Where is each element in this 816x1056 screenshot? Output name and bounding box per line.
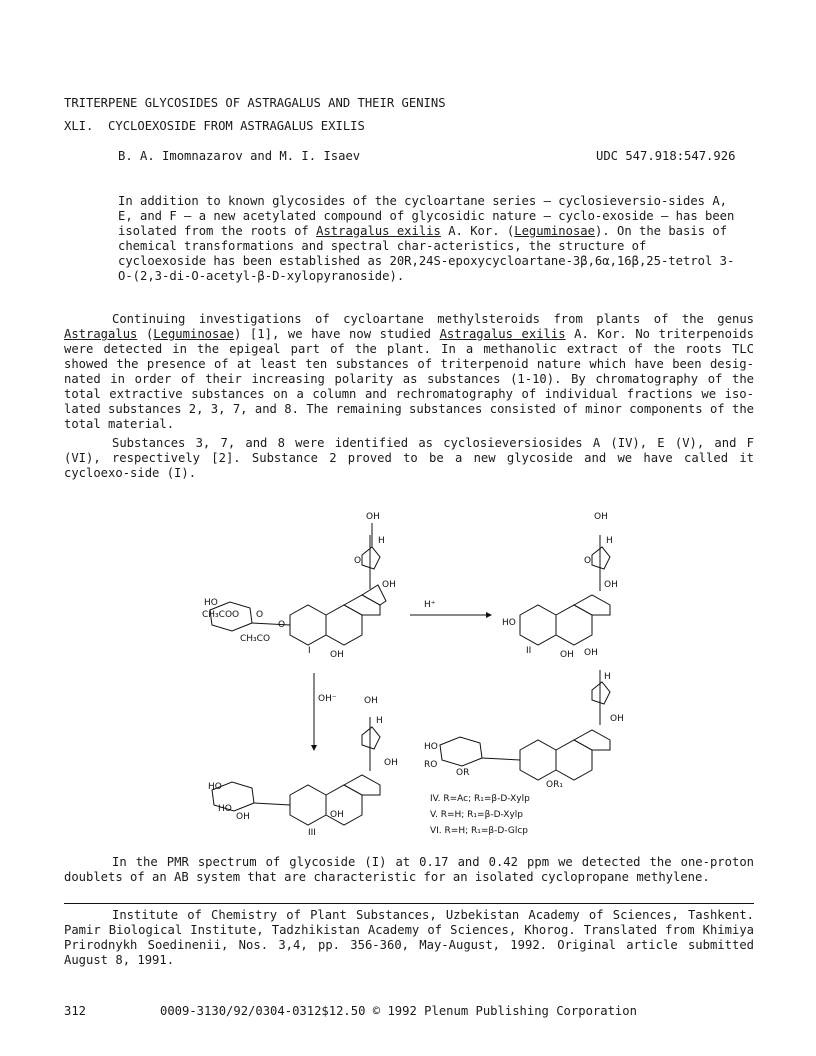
acid-label: H⁺ (424, 600, 436, 610)
label-oh: OH (236, 812, 250, 822)
label-oh: OH (382, 580, 396, 590)
abstract-part: A. Kor. ( (440, 224, 515, 238)
label-h: H (604, 672, 611, 682)
structure-II (502, 512, 618, 660)
copyright-line: 0009-3130/92/0304-0312$12.50 © 1992 Plenum Publishing Corporation (160, 1004, 637, 1018)
body-paragraph-2 (64, 436, 754, 481)
text-run: ) [1], we have now studied (234, 327, 440, 341)
label-compound-III: III (308, 828, 316, 838)
abstract-text (118, 194, 738, 284)
structure-I (202, 512, 396, 660)
text-run: ( (137, 327, 154, 341)
label-oh: OH (330, 810, 344, 820)
legend-IV: IV. R=Ac; R₁=β-D-Xylp (430, 794, 530, 804)
label-or: OR (456, 768, 470, 778)
legend-V: V. R=H; R₁=β-D-Xylp (430, 810, 524, 820)
label-h: H (606, 536, 613, 546)
paper-title-line-1: TRITERPENE GLYCOSIDES OF ASTRAGALUS AND THEIR GENINS (64, 96, 446, 110)
label-ho: HO (204, 598, 218, 608)
label-o: O (584, 556, 592, 566)
label-ch3coo: CH₃COO (202, 610, 240, 620)
reaction-scheme-figure (190, 505, 630, 845)
paragraph-text: In the PMR spectrum of glycoside (I) at 0.17 and 0.42 ppm we detected the one-proton doublets of an AB system that are characteristic for an isolated cyclopropane methylene. (64, 855, 754, 884)
body-paragraph-1 (64, 312, 754, 432)
label-ho: HO (424, 742, 438, 752)
family-name: Leguminosae (153, 327, 235, 341)
label-oh: OH (584, 648, 598, 658)
base-label: OH⁻ (318, 694, 337, 704)
abstract-part: In addition to known glycosides of the cycloartane series – cyclosieversio-sides A, E, and F – a new acetylated compound of glycosidic nature – cyclo-exoside – has been isolated from the roots of (118, 194, 735, 238)
label-compound-I: I (308, 646, 311, 656)
label-oh: OH (560, 650, 574, 660)
udc-code: UDC 547.918:547.926 (596, 149, 736, 163)
legend-VI: VI. R=H; R₁=β-D-Glcp (430, 826, 529, 836)
species-name: Astragalus exilis (439, 327, 566, 341)
label-oh: OH (364, 696, 378, 706)
affiliation-text: Institute of Chemistry of Plant Substances, Uzbekistan Academy of Sciences, Tashkent. Pamir Biological Institute, Tadzhikistan Academy of Sciences, Khorog. Translated from Khimiya Prirodnykh Soedinenii, Nos. 3,4, pp. 356-360, May-August, 1992. Original article submitted August 8, 1991. (64, 908, 754, 967)
label-o: O (354, 556, 362, 566)
label-h: H (378, 536, 385, 546)
text-run: A. Kor. No triterpenoids were detected in the epigeal part of the plant. In a methanolic extract of the roots TLC showed the presence of at least ten substances of triterpenoid nature which have been desig-nated in order of their increasing polarity as substances (1-10). By chromatography of the total extractive substances on a column and rechromatography of individual fractions we iso-lated substances 2, 3, 7, and 8. The remaining substances consisted of minor components of the total material. (64, 327, 754, 431)
label-ho: HO (208, 782, 222, 792)
label-oh: OH (604, 580, 618, 590)
structure-III (208, 696, 398, 838)
body-paragraph-3 (64, 855, 754, 885)
label-o: O (256, 610, 264, 620)
label-compound-II: II (526, 646, 532, 656)
label-oh: OH (330, 650, 344, 660)
label-oh: OH (366, 512, 380, 522)
footnote-divider (64, 903, 754, 904)
label-ho: HO (502, 618, 516, 628)
abstract-part: ). On the basis of chemical transformations and spectral char-acteristics, the structure of cycloexoside has been established as 20R,24S-epoxycycloartane-3β,6α,16β,25-tetrol 3-O-(2,3-di-O-acetyl-β-D-xylopyranoside). (118, 224, 735, 283)
paragraph-text: Substances 3, 7, and 8 were identified as cyclosieversiosides A (IV), E (V), and F (VI), respectively [2]. Substance 2 proved to be a new glycoside and we have called it cycloexo-side (I). (64, 436, 754, 480)
label-ho: HO (218, 804, 232, 814)
affiliation-footnote (64, 908, 754, 968)
text-run: Continuing investigations of cycloartane methylsteroids from plants of the genus (112, 312, 754, 326)
label-oh: OH (594, 512, 608, 522)
label-o: O (278, 620, 286, 630)
label-or1: OR₁ (546, 780, 563, 790)
family-name: Leguminosae (514, 224, 595, 238)
abstract (118, 194, 738, 284)
label-oh: OH (384, 758, 398, 768)
paper-title-line-2: XLI. CYCLOEXOSIDE FROM ASTRAGALUS EXILIS (64, 119, 365, 133)
label-h: H (376, 716, 383, 726)
structure-IV-VI (424, 648, 624, 836)
label-ro: RO (424, 760, 438, 770)
label-ch3co: CH₃CO (240, 634, 271, 644)
genus-name: Astragalus (64, 327, 138, 341)
page-number: 312 (64, 1004, 87, 1018)
species-name: Astragalus exilis (316, 224, 441, 238)
label-oh: OH (610, 714, 624, 724)
authors: B. A. Imomnazarov and M. I. Isaev (118, 149, 361, 163)
